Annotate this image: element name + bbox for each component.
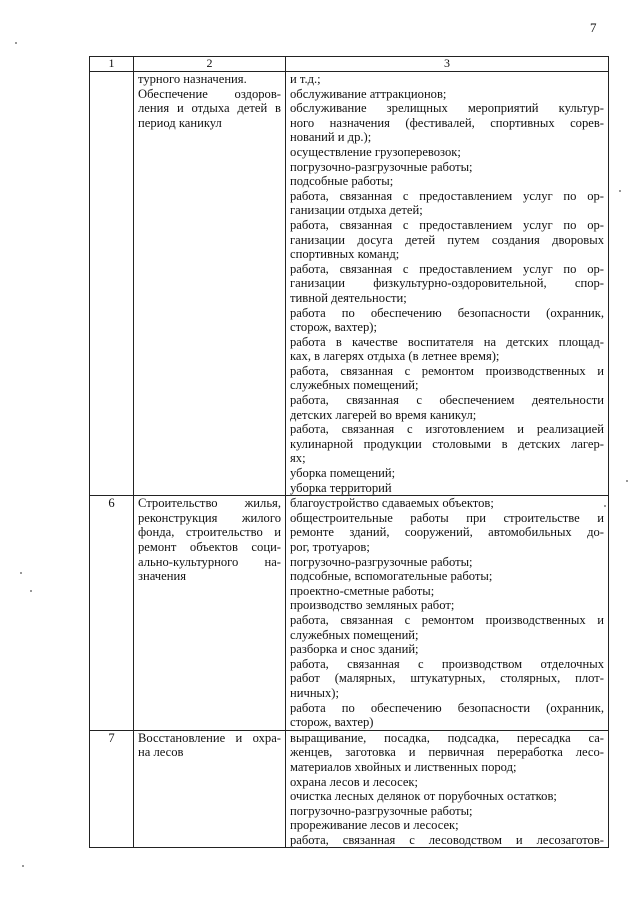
cell-text-line: охрана лесов и лесосек; (290, 774, 419, 789)
activity-cell (134, 730, 286, 848)
column-header-works: 3 (286, 57, 609, 72)
cell-text-line: ганизации отдыха детей; (290, 203, 423, 218)
table-row (90, 72, 609, 496)
cell-text-line: работа, связанная с предоставлением услуг по ор- (290, 261, 604, 276)
cell-text-line: Восстановление и охра- (138, 730, 281, 745)
cell-text-line: значения (138, 569, 186, 584)
works-cell (286, 730, 609, 848)
cell-text-line: проектно-сметные работы; (290, 583, 435, 598)
works-cell (286, 72, 609, 496)
scan-speck (619, 190, 621, 192)
cell-text-line: работа, связанная с обеспечением деятельности (290, 393, 604, 408)
cell-text-line: работа, связанная с ремонтом производственных и (290, 612, 604, 627)
cell-text-line: тивной деятельности; (290, 290, 407, 305)
cell-text-line: ях; (290, 451, 306, 466)
cell-text-line: работа по обеспечению безопасности (охранник, (290, 700, 604, 715)
table-row (90, 730, 609, 848)
cell-text-line: ганизации досуга детей путем создания дворовых (290, 232, 604, 247)
cell-text-line: работа, связанная с предоставлением услуг по ор- (290, 188, 604, 203)
scan-speck (30, 590, 32, 592)
table-body (90, 72, 609, 848)
cell-text-line: фонда, строительство и (138, 525, 281, 540)
table-row (90, 496, 609, 731)
table-header-row (90, 57, 609, 72)
cell-text-line: служебных помещений; (290, 627, 419, 642)
works-cell (286, 496, 609, 731)
cell-text-line: подсобные, вспомогательные работы; (290, 569, 493, 584)
cell-text-line: нований и др.); (290, 130, 372, 145)
cell-text-line: прореживание лесов и лесосек; (290, 818, 459, 833)
column-header-activity: 2 (134, 57, 286, 72)
cell-text-line: общестроительные работы при строительстве и (290, 510, 604, 525)
cell-text-line: спортивных команд; (290, 247, 400, 262)
cell-text-line: обслуживание аттракционов; (290, 86, 447, 101)
cell-text-line: детских лагерей во время каникул; (290, 407, 477, 422)
column-header-number: 1 (90, 57, 134, 72)
cell-text-line: сторож, вахтер); (290, 320, 377, 335)
activity-cell (134, 72, 286, 496)
row-number (90, 72, 134, 496)
cell-text-line: работа, связанная с изготовлением и реализацией (290, 422, 604, 437)
row-number: 7 (90, 730, 134, 848)
cell-text-line: работа в качестве воспитателя на детских площад- (290, 334, 604, 349)
cell-text-line: уборка территорий (290, 480, 392, 495)
cell-text-line: турного назначения. (138, 72, 247, 86)
cell-text-line: ремонте зданий, сооружений, автомобильных до- (290, 525, 604, 540)
cell-text-line: на лесов (138, 745, 184, 760)
cell-text-line: Обеспечение оздоров- (138, 86, 281, 101)
cell-text-line: кулинарной продукции столовыми в детских лагер- (290, 436, 604, 451)
scan-speck (626, 480, 628, 482)
scan-speck (604, 505, 606, 507)
page-number: 7 (590, 20, 597, 35)
cell-text-line: погрузочно-разгрузочные работы; (290, 159, 473, 174)
cell-text-line: женцев, заготовка и первичная переработка лесо- (290, 745, 604, 760)
scan-speck (20, 572, 22, 574)
cell-text-line: ления и отдыха детей в (138, 101, 281, 116)
scan-speck (22, 865, 24, 867)
row-number: 6 (90, 496, 134, 731)
cell-text-line: рог, тротуаров; (290, 540, 370, 554)
cell-text-line: разборка и снос зданий; (290, 642, 419, 657)
cell-text-line: ремонт объектов соци- (138, 540, 281, 554)
cell-text-line: ганизации физкультурно-оздоровительной, спор- (290, 276, 604, 291)
cell-text-line: сторож, вахтер) (290, 715, 374, 730)
cell-text-line: ально-культурного на- (138, 554, 281, 569)
cell-text-line: материалов хвойных и лиственных пород; (290, 759, 517, 774)
cell-text-line: выращивание, посадка, подсадка, пересадка са- (290, 730, 604, 745)
cell-text-line: период каникул (138, 115, 222, 130)
cell-text-line: осуществление грузоперевозок; (290, 144, 461, 159)
cell-text-line: погрузочно-разгрузочные работы; (290, 803, 473, 818)
cell-text-line: работа, связанная с предоставлением услуг по ор- (290, 217, 604, 232)
cell-text-line: уборка помещений; (290, 466, 396, 481)
cell-text-line: погрузочно-разгрузочные работы; (290, 554, 473, 569)
cell-text-line: Строительство жилья, (138, 496, 281, 511)
cell-text-line: работа, связанная с лесоводством и лесозаготов- (290, 832, 604, 847)
cell-text-line: производство земляных работ; (290, 598, 455, 613)
cell-text-line: работ (малярных, штукатурных, столярных, плот- (290, 671, 604, 686)
cell-text-line: служебных помещений; (290, 378, 419, 393)
cell-text-line: ничных); (290, 685, 340, 700)
cell-text-line: подсобные работы; (290, 174, 394, 189)
cell-text-line: благоустройство сдаваемых объектов; (290, 496, 494, 511)
cell-text-line: работа, связанная с ремонтом производственных и (290, 363, 604, 378)
cell-text-line: реконструкция жилого (138, 510, 281, 525)
activities-table (89, 56, 609, 848)
cell-text-line: очистка лесных делянок от порубочных остатков; (290, 789, 557, 804)
cell-text-line: ках, в лагерях отдыха (в летнее время); (290, 349, 500, 364)
scan-speck (15, 42, 17, 44)
cell-text-line: ного назначения (фестивалей, спортивных сорев- (290, 115, 604, 130)
activity-cell (134, 496, 286, 731)
cell-text-line: работа по обеспечению безопасности (охранник, (290, 305, 604, 320)
cell-text-line: обслуживание зрелищных мероприятий культур- (290, 101, 604, 116)
cell-text-line: и т.д.; (290, 72, 321, 86)
cell-text-line: работа, связанная с производством отделочных (290, 656, 604, 671)
